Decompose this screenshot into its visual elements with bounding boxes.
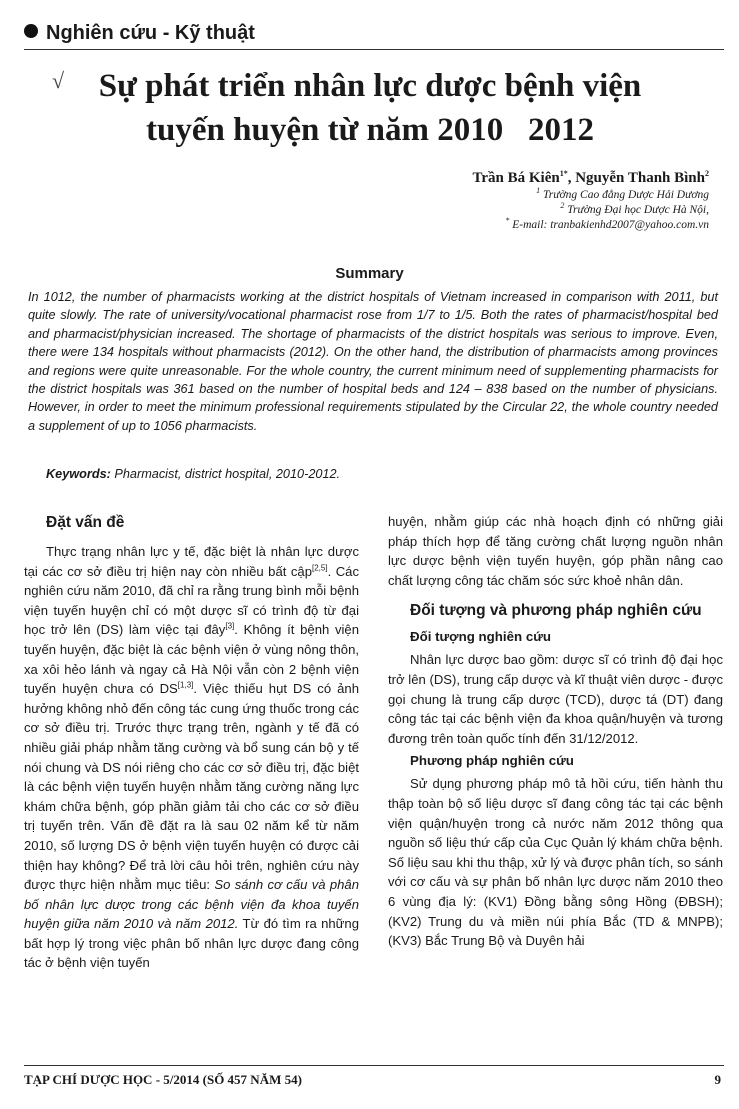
keywords-label: Keywords: <box>46 467 111 481</box>
section-header <box>24 22 724 45</box>
title-line-1: Sự phát triển nhân lực dược bệnh viện <box>98 68 642 104</box>
heading-methods: Đối tượng và phương pháp nghiên cứu <box>410 602 702 620</box>
affiliation-2: $^2$ Trường Đại học Dược Hà Nội, <box>560 201 709 216</box>
ref-1: [2,5] <box>312 563 328 573</box>
heading-introduction: Đặt vấn đề <box>46 514 125 531</box>
ref-2: [3] <box>225 622 235 632</box>
introduction-continuation: huyện, nhằm giúp các nhà hoạch định có những giải pháp thích hợp để tăng cường chất lượng nguồn nhân lực dược bệnh viện tuyến huyện, góp phần nâng cao chất lượng công tác chăm sóc sức khoẻ nhân dân. <box>388 514 723 588</box>
author-2-sup: 2 <box>705 169 709 178</box>
section-label: Nghiên cứu - Kỹ thuật <box>46 22 255 44</box>
author-2: , Nguyễn Thanh Bình <box>567 170 705 186</box>
left-column <box>24 512 359 973</box>
subheading-methods: Phương pháp nghiên cứu <box>410 753 574 769</box>
subjects-paragraph: Nhân lực dược bao gồm: dược sĩ có trình độ đại học trở lên (DS), trung cấp dược và kĩ thuật viên dược - được gọi chung là trung cấp dược (TCD), dược tá (DT) đang công tác tại các bệnh viện đa khoa quận/huyện và tương đương trên toàn quốc tính đến 31/12/2012. <box>388 652 723 746</box>
ref-3: [1,3] <box>177 680 194 690</box>
author-names <box>472 168 709 188</box>
author-1-sup: 1* <box>559 169 568 178</box>
check-mark-icon: √ <box>52 68 65 93</box>
right-column <box>388 512 723 951</box>
summary-heading: Summary <box>335 265 404 282</box>
journal-footer: TẠP CHÍ DƯỢC HỌC - 5/2014 (SỐ 457 NĂM 54) <box>24 1072 302 1087</box>
author-1: Trần Bá Kiên <box>472 170 560 186</box>
methods-paragraph: Sử dụng phương pháp mô tả hồi cứu, tiến hành thu thập toàn bộ số liệu dược sĩ đang công tác tại các bệnh viện quận/huyện trong cả nước năm 2012 thông qua nguồn số liệu thứ cấp của Cục Quản lý khám chữa bệnh. Số liệu sau khi thu thập, xử lý và được phân tích, so sánh với cơ cấu và sự phân bố nhân lực dược năm 2010 theo 6 vùng địa lý: (KV1) Đồng bằng sông Hồng (ĐBSH); (KV2) Trung du và miền núi phía Bắc (TD & MNPB); (KV3) Bắc Trung Bộ và Duyên hải <box>388 776 723 949</box>
title-line-2: tuyến huyện từ năm 2010 2012 <box>146 112 594 148</box>
bullet-icon <box>24 24 38 38</box>
author-email: * E-mail: tranbakienhd2007@yahoo.com.vn <box>505 216 709 231</box>
subheading-subjects: Đối tượng nghiên cứu <box>410 629 551 645</box>
article-title <box>40 64 700 152</box>
affiliation-1: $^1$ Trường Cao đẳng Dược Hải Dương <box>536 186 709 201</box>
introduction-paragraph: Thực trạng nhân lực y tế, đặc biệt là nhân lực dược tại các cơ sở điều trị hiện nay còn nhiều bất cập[2,5]. Các nghiên cứu năm 2010, đã chỉ ra rằng trung bình mỗi bệnh viện tuyến huyện chỉ có một dược sĩ có trình độ từ đại học trở lên (DS) làm việc tại đây[3]. Không ít bệnh viện tuyến huyện, đặc biệt là các bệnh viện ở vùng nông thôn, xa xôi hẻo lánh và ngay cả Hà Nội vẫn còn 2 bệnh viện tuyến huyện chưa có DS[1,3]. Việc thiếu hụt DS có ảnh hưởng không nhỏ đến công tác cung ứng thuốc trong các cơ sở điều trị. Trước thực trạng trên, ngành y tế đã có nhiều giải pháp nhằm tăng cường và bổ sung cán bộ y tế nói chung và DS nói riêng cho các cơ sở điều trị, đặc biệt là các bệnh viện tuyến huyện nhằm tăng cường năng lực khám chữa bệnh, góp phần giảm tải cho các cơ sở điều trị tuyến trên. Vấn đề đặt ra là sau 02 năm kể từ năm 2010, số lượng DS ở bệnh viện tuyến huyện có được cải thiện hay không? Để trả lời câu hỏi trên, nghiên cứu này được thực hiện nhằm mục tiêu: So sánh cơ cấu và phân bố nhân lực dược trong các bệnh viện đa khoa tuyến huyện giữa năm 2010 và năm 2012. Từ đó tìm ra những bất hợp lý trong việc phân bố nhân lực dược đang công tác ở bệnh viện tuyến <box>24 544 360 971</box>
footer-rule <box>24 1065 724 1066</box>
objective-italic: So sánh cơ cấu và phân bố nhân lực dược trong các bệnh viện đa khoa tuyến huyện giữa năm 2010 và năm 2012. <box>24 877 360 932</box>
header-rule <box>24 49 724 50</box>
authors-block <box>472 168 709 233</box>
summary-text: In 1012, the number of pharmacists working at the district hospitals of Vietnam increased in comparison with 2011, but quite slowly. The rate of university/vocational pharmacist rose from 1/7 to 1/5. Both the rates of pharmacist/hospital bed and pharmacist/physician increased. The shortage of pharmacists of the district hospitals was serious to improve. Even, there were 134 hospitals without pharmacists (2012). On the other hand, the distribution of pharmacists among provinces and regions were quite unreasonable. For the whole country, the current minimum need of supplementing pharmacists for the district hospitals was 361 based on the number of hospital beds and 124 – 838 based on the number of physicians. However, in order to meet the minimum professional requirements stipulated by the Circular 22, the whole country needed a supplement of up to 1056 pharmacists. <box>28 290 718 433</box>
page-number: 9 <box>714 1072 721 1087</box>
keywords-text: Pharmacist, district hospital, 2010-2012. <box>110 467 341 481</box>
keywords-line <box>46 465 716 483</box>
